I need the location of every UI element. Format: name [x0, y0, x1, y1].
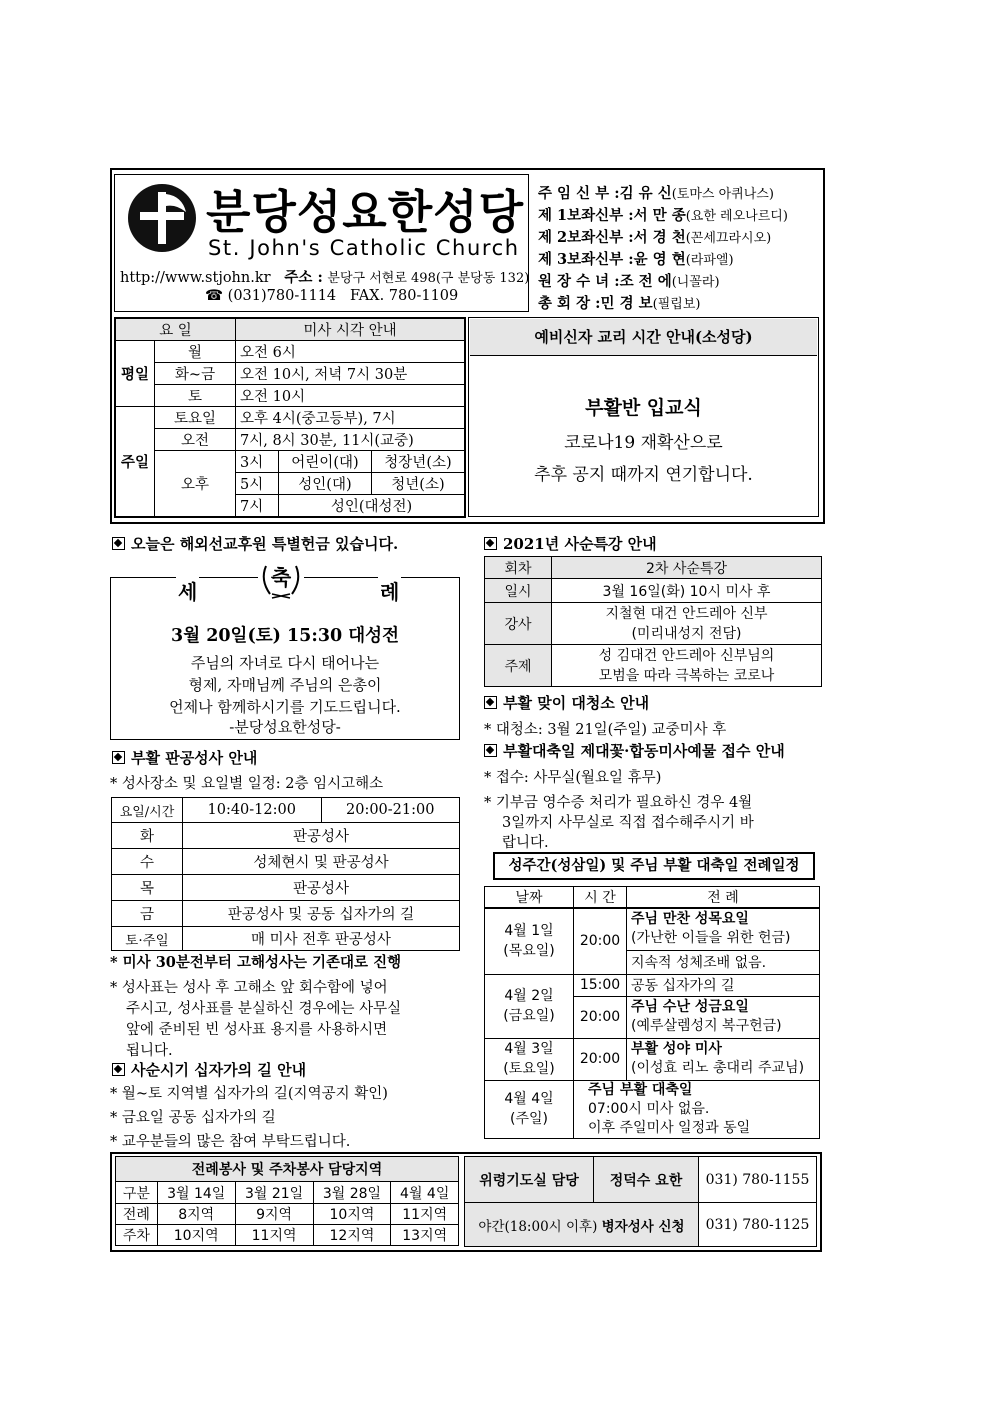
lent-key: 주제 — [485, 645, 552, 687]
mass-pm-group: 어린이(대) — [279, 451, 372, 473]
lent-value: 성 김대건 안드레아 신부님의 모범을 따라 극복하는 코로나 — [552, 645, 822, 687]
phone-number: (031)780-1114 — [227, 288, 337, 304]
mass-pm-time: 5시 — [236, 473, 279, 495]
sunday-label: 주일 — [115, 407, 155, 518]
duty-header: 3월 28일 — [313, 1182, 391, 1204]
mass-day: 월 — [155, 341, 236, 363]
mass-pm-group: 성인(대성전) — [279, 495, 466, 518]
duty-cell: 9지역 — [235, 1204, 313, 1225]
bullet-diamond-icon — [484, 744, 497, 757]
catechumen-line-1: 부활반 입교식 — [585, 397, 702, 419]
baptism-title-left: 세 — [176, 576, 199, 605]
holyweek-time: 20:00 — [574, 1038, 627, 1080]
holyweek-date: 4월 3일 (토요일) — [485, 1038, 574, 1080]
confession-bullet-2b: 주시고, 성사표를 분실하신 경우에는 사무실 — [126, 1001, 402, 1017]
confession-bullet-2a: * 성사표는 성사 후 고해소 앞 회수함에 넣어 — [110, 980, 388, 996]
duty-header: 3월 21일 — [235, 1182, 313, 1204]
holyweek-liturgy: 주님 수난 성금요일 (예루살렘성지 복구헌금) — [627, 996, 820, 1038]
mass-time: 오전 10시 — [236, 385, 466, 407]
offering-title: 부활대축일 제대꽃·합동미사예물 접수 안내 — [484, 740, 785, 761]
mass-header-day: 요 일 — [115, 318, 236, 341]
weekday-label: 평일 — [115, 341, 155, 407]
duty-table — [115, 1156, 459, 1246]
phone-line — [205, 288, 458, 304]
mass-day: 화~금 — [155, 363, 236, 385]
holyweek-liturgy: 지속적 성체조배 없음. — [627, 950, 820, 974]
confession-header: 20:00-21:00 — [321, 798, 460, 823]
duty-cell: 13지역 — [391, 1225, 459, 1246]
contact-phone: 031) 780-1125 — [699, 1203, 817, 1247]
duty-cell: 8지역 — [157, 1204, 235, 1225]
contact-label: 야간(18:00시 이후) 병자성사 신청 — [465, 1203, 699, 1247]
catechumen-title: 예비신자 교리 시간 안내(소성당) — [470, 319, 817, 356]
website-link[interactable] — [120, 266, 529, 287]
offering-line-2a: * 기부금 영수증 처리가 필요하신 경우 4월 — [484, 795, 753, 811]
offering-line-1: * 접수: 사무실(월요일 휴무) — [484, 770, 662, 786]
bullet-diamond-icon — [484, 696, 497, 709]
confession-bullet-1: * 미사 30분전부터 고해성사는 기존대로 진행 — [110, 954, 402, 971]
lent-title: 2021년 사순특강 안내 — [484, 533, 657, 554]
duty-cell: 주차 — [116, 1225, 158, 1246]
contact-label: 위령기도실 담당 — [465, 1157, 594, 1203]
holyweek-liturgy: 주님 만찬 성목요일 (가난한 이들을 위한 헌금) — [627, 908, 820, 950]
address-text: 분당구 서현로 498(구 분당동 132) — [327, 271, 530, 286]
lent-key: 일시 — [485, 579, 552, 603]
confession-value: 판공성사 — [183, 875, 460, 901]
confession-value: 매 미사 전후 판공성사 — [183, 927, 460, 951]
holyweek-time: 20:00 — [574, 908, 627, 974]
fax-number: FAX. 780-1109 — [349, 288, 459, 304]
mass-time: 오전 6시 — [236, 341, 466, 363]
lent-lecture-table — [484, 556, 822, 687]
bullet-diamond-icon — [484, 537, 497, 550]
holyweek-date: 4월 2일 (금요일) — [485, 974, 574, 1038]
mass-day: 토 — [155, 385, 236, 407]
mass-schedule-table — [114, 317, 466, 518]
contacts-table — [464, 1156, 817, 1247]
offering-line-2c: 랍니다. — [502, 835, 549, 851]
confession-day: 금 — [112, 901, 183, 927]
baptism-msg-4: -분당성요한성당- — [229, 718, 341, 736]
duty-cell: 전례 — [116, 1204, 158, 1225]
bullet-diamond-icon — [112, 1063, 125, 1076]
lent-key: 강사 — [485, 603, 552, 645]
bullet-diamond-icon — [112, 751, 125, 764]
confession-value: 판공성사 — [183, 823, 460, 849]
church-name-ko: 분당성요한성당 — [206, 185, 525, 239]
lent-value: 2차 사순특강 — [552, 557, 822, 579]
mass-day: 오후 — [155, 451, 236, 518]
catechumen-line-3: 추후 공지 때까지 연기합니다. — [534, 465, 753, 485]
lent-value: 지철현 대건 안드레아 신부 (미리내성지 전담) — [552, 603, 822, 645]
holyweek-header: 시 간 — [574, 887, 627, 909]
holyweek-date: 4월 4일 (주일) — [485, 1080, 574, 1138]
holyweek-time: 20:00 — [574, 996, 627, 1038]
holyweek-header: 전 례 — [627, 887, 820, 909]
duty-cell: 11지역 — [391, 1204, 459, 1225]
baptism-date: 3월 20일(토) 15:30 대성전 — [171, 626, 399, 646]
stations-line-3: * 교우분들의 많은 참여 부탁드립니다. — [110, 1134, 351, 1150]
church-name-en: St. John's Catholic Church — [208, 236, 520, 260]
confession-day: 토·주일 — [112, 927, 183, 951]
stations-line-1: * 월~토 지역별 십자가의 길(지역공지 확인) — [110, 1086, 388, 1102]
confession-day: 화 — [112, 823, 183, 849]
holyweek-liturgy: 부활 성야 미사 (이성효 리노 총대리 주교님) — [627, 1038, 820, 1080]
clergy-row: 제 3보좌신부 :윤 영 현(라파엘) — [538, 251, 734, 268]
duty-cell: 10지역 — [313, 1204, 391, 1225]
holyweek-liturgy: 공동 십자가의 길 — [627, 974, 820, 996]
duty-cell: 11지역 — [235, 1225, 313, 1246]
clergy-row: 총 회 장 :민 경 보(필립보) — [538, 295, 701, 312]
phone-icon: ☎ — [205, 288, 224, 304]
confession-title: 부활 판공성사 안내 — [112, 747, 257, 768]
mass-time: 오후 4시(중고등부), 7시 — [236, 407, 466, 429]
confession-note: * 성사장소 및 요일별 일정: 2층 임시고해소 — [110, 776, 384, 792]
duty-cell: 12지역 — [313, 1225, 391, 1246]
confession-header: 10:40-12:00 — [183, 798, 322, 823]
duty-header: 4월 4일 — [391, 1182, 459, 1204]
clergy-list — [538, 182, 823, 314]
baptism-msg-1: 주님의 자녀로 다시 태어나는 — [190, 654, 380, 672]
bullet-diamond-icon — [112, 537, 125, 550]
cleaning-line: * 대청소: 3월 21일(주일) 교중미사 후 — [484, 722, 727, 738]
holyweek-time: 15:00 — [574, 974, 627, 996]
mass-pm-time: 7시 — [236, 495, 279, 518]
confession-day: 목 — [112, 875, 183, 901]
holyweek-liturgy: 주님 부활 대축일 07:00시 미사 없음. 이후 주일미사 일정과 동일 — [574, 1080, 820, 1138]
lent-key: 회차 — [485, 557, 552, 579]
duty-header: 구분 — [116, 1182, 158, 1204]
duty-title: 전례봉사 및 주차봉사 담당지역 — [116, 1157, 459, 1182]
baptism-msg-3: 언제나 함께하시기를 기도드립니다. — [169, 698, 401, 716]
mass-pm-group: 청년(소) — [371, 473, 465, 495]
confession-value: 판공성사 및 공동 십자가의 길 — [183, 901, 460, 927]
mass-day: 오전 — [155, 429, 236, 451]
lent-value: 3월 16일(화) 10시 미사 후 — [552, 579, 822, 603]
mass-day: 토요일 — [155, 407, 236, 429]
stations-title: 사순시기 십자가의 길 안내 — [112, 1059, 306, 1080]
celebration-badge-icon: 축 — [258, 558, 304, 602]
confession-day: 수 — [112, 849, 183, 875]
holyweek-title: 성주간(성삼일) 및 주님 부활 대축일 전례일정 — [493, 852, 815, 880]
baptism-title-right: 례 — [378, 576, 401, 605]
contact-phone: 031) 780-1155 — [699, 1157, 817, 1203]
address-label: 주소 : — [284, 269, 323, 286]
offering-line-2b: 3일까지 사무실로 직접 접수해주시기 바 — [502, 815, 754, 831]
confession-header: 요일/시간 — [112, 798, 183, 823]
clergy-row: 주 임 신 부 :김 유 신(토마스 아퀴나스) — [538, 185, 774, 202]
website-url[interactable]: http://www.stjohn.kr — [120, 270, 271, 286]
mass-time: 오전 10시, 저녁 7시 30분 — [236, 363, 466, 385]
confession-bullet-2c: 앞에 준비된 빈 성사표 용지를 사용하시면 — [126, 1022, 388, 1038]
mass-time: 7시, 8시 30분, 11시(교중) — [236, 429, 466, 451]
clergy-row: 제 2보좌신부 :서 경 천(꼰세끄라시오) — [538, 229, 772, 246]
mass-pm-group: 성인(대) — [279, 473, 372, 495]
confession-table — [111, 797, 460, 951]
confession-value: 성체현시 및 판공성사 — [183, 849, 460, 875]
duty-cell: 10지역 — [157, 1225, 235, 1246]
confession-bullet-2d: 됩니다. — [126, 1043, 173, 1059]
baptism-msg-2: 형제, 자매님께 주님의 은총이 — [188, 676, 382, 694]
holyweek-date: 4월 1일 (목요일) — [485, 908, 574, 974]
mission-notice: 오늘은 해외선교후원 특별헌금 있습니다. — [112, 533, 398, 554]
clergy-row: 제 1보좌신부 :서 만 종(요한 레오나르디) — [538, 207, 788, 224]
catechumen-line-2: 코로나19 재확산으로 — [564, 433, 723, 453]
mass-pm-time: 3시 — [236, 451, 279, 473]
cleaning-title: 부활 맞이 대청소 안내 — [484, 692, 649, 713]
mass-pm-group: 청장년(소) — [371, 451, 465, 473]
contact-person: 정덕수 요한 — [594, 1157, 699, 1203]
stations-line-2: * 금요일 공동 십자가의 길 — [110, 1110, 276, 1126]
clergy-row: 원 장 수 녀 :조 전 에(니꼴라) — [538, 273, 720, 290]
holyweek-header: 날짜 — [485, 887, 574, 909]
duty-header: 3월 14일 — [157, 1182, 235, 1204]
mass-header-time: 미사 시각 안내 — [236, 318, 466, 341]
holyweek-table — [484, 886, 820, 1139]
church-logo-icon — [126, 182, 198, 254]
